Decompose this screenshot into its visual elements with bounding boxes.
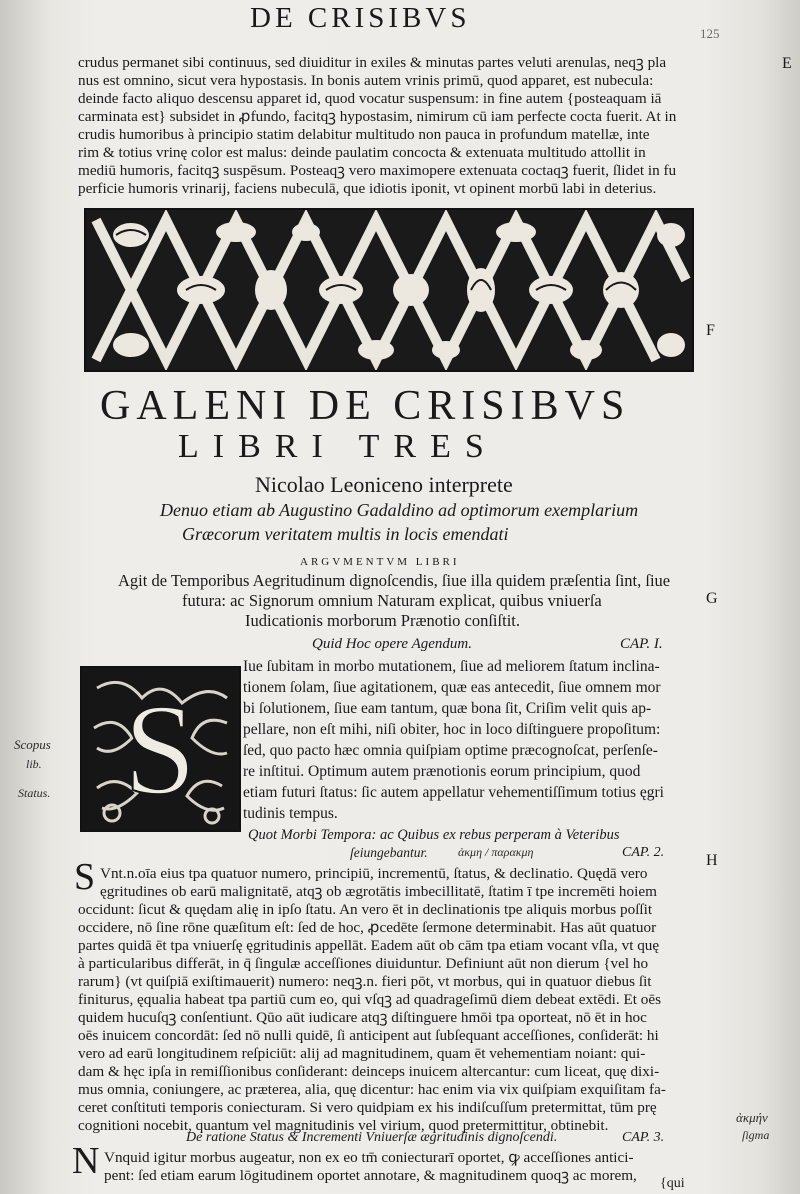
chapter2-cap: CAP. 2. (622, 845, 665, 860)
chapter2-heading-cont: ſeiungebantur. (350, 845, 428, 860)
edition-note-line: Græcorum veritatem multis in locis emendati (182, 524, 509, 544)
chapter3-initial: N (72, 1140, 100, 1182)
greek-handwritten-note: ἀκμη / παρακμη (458, 845, 534, 859)
margin-letter-h: H (706, 852, 718, 869)
book-title: GALENI DE CRISIBVS (100, 383, 631, 429)
chapter2-line: cognitioni nocebit, quantum vel magnitudinis vel virium, quod pretermittitur, obtinebit. (78, 1117, 609, 1134)
margin-letter-g: G (706, 590, 718, 607)
chapter2-line: mus omnia, coniungere, ac præterea, alia, quę dicentur: hac enim via vix quiſpiam exquiſitam fa- (78, 1081, 666, 1098)
top-text-line: nus est omnino, sicut vera hypostasis. In bonis autem vrinis primū, quod apparet, est nubecula: (78, 72, 654, 89)
chapter1-line: Iue ſubitam in morbo mutationem, ſiue ad meliorem ſtatum inclina- (243, 658, 660, 675)
chapter1-line: pellare, non eſt mihi, niſi obiter, hoc in loco diſtinguere propoſitum: (243, 721, 661, 738)
chapter2-line: ęgritudines ob earū malignitatē, atqꝫ ob ægrotātis imbecillitatē, ſtatim ī tpe incremēti hoiem (100, 883, 657, 900)
argument-line: futura: ac Signorum omnium Naturam explicat, quibus vniuerſa (182, 591, 602, 610)
chapter2-line: quidem hucuſqꝫ conſentiunt. Qūo aūt iudicare atqꝫ diſtinguere hmōi tpa oporteat, nō ēt in hoc (78, 1009, 647, 1026)
chapter1-line: tudinis tempus. (243, 805, 338, 822)
marginal-note: Status. (18, 786, 51, 800)
chapter2-line: ceret conſtituti temporis conieсturam. Si vero quidpiam ex his indiſcuſſum pretermittat, tūm prę (78, 1099, 657, 1116)
folio-number: 125 (700, 26, 720, 41)
floral-initial-icon (82, 668, 239, 830)
decorated-initial-s (80, 666, 241, 832)
chapter1-line: etiam futuri ſtatus: ſic autem appellatur vehementiſſimum totius ęgri (243, 784, 664, 801)
top-text-line: crudus permanet sibi continuus, sed diuiditur in exiles & minutas partes veluti arenulas, neqꝫ pla (78, 54, 667, 71)
running-head: DE CRISIBVS (250, 2, 471, 34)
top-text-line: deinde facto aliquo descensu apparet id, quod vocatur suspensum: in fine autem {posteaquam iā (78, 90, 662, 107)
book-subtitle: LIBRI TRES (178, 428, 498, 465)
top-text-line: rim & totius vrinę color est malus: deinde paulatim concocta & extenuata multitudo attollit in (78, 144, 646, 161)
margin-letter-f: F (706, 322, 715, 339)
woodcut-ornament-band (84, 208, 694, 372)
chapter2-line: occidere, nō ſine rōne quæſitum eſt: ſed de hoc, ꝓcedēte ſermone determinabit. Has aūt quatuor (78, 919, 657, 936)
chapter1-line: bi ſolutionem, ſiue eam tantum, quæ bona ſit, Criſim velit quis ap- (243, 700, 652, 717)
chapter2-heading: Quot Morbi Tempora: ac Quibus ex rebus perperam à Veteribus (248, 827, 620, 843)
chapter1-line: ſed, quo pacto hæc omnia quiſpiam optime præcognoſcat, perſenſe- (243, 742, 658, 759)
chapter1-heading: Quid Hoc opere Agendum. (312, 636, 472, 652)
marginal-note: ſigma (742, 1128, 770, 1142)
chapter3-line: Vnquid igitur morbus augeatur, non ex eo tm̄ coniecturarī oportet, ꝙ acceſſiones antici- (104, 1149, 634, 1166)
margin-letter-e: E (782, 55, 792, 72)
edition-note-line: Denuo etiam ab Augustino Gadaldino ad optimorum exemplarium (160, 500, 639, 520)
chapter3-cap: CAP. 3. (622, 1130, 665, 1145)
interpreter-line: Nicolao Leoniceno interprete (255, 472, 513, 497)
argument-line: Iudicationis morborum Prænotio conſiſtit. (245, 611, 520, 630)
top-text-line: carminata est} subsidet in ꝓfundo, facitqꝫ hypostasim, nimirum cū iam perfecte cocta fuerit. At in (78, 108, 677, 125)
chapter3-heading: De ratione Status & Incrementi Vniuerſæ ægritudinis dignoſcendi. (186, 1130, 558, 1145)
catchword: {qui (660, 1176, 685, 1191)
chapter2-line: vero ad earū longitudinem reſpiciūt: alij ad magnitudinem, quam ēt vehementiam noiant: qui- (78, 1045, 646, 1062)
fish-shell-ornament-icon (86, 210, 692, 370)
marginal-note: ἀκμήν (736, 1110, 768, 1125)
chapter1-line: re inſtitui. Optimum autem prænotionis eorum principium, quod (243, 763, 641, 780)
chapter2-line: à particularibus differāt, in q̄ ſingulæ acceſſiones diuiduntur. Definiunt aūt non dierum {vel ho (78, 955, 649, 972)
chapter2-line: partes quidā ēt tpa vniuerſę ęgritudinis appellāt. Eadem aūt ob cām tpa etiam vocant vſla, vt quę (78, 937, 660, 954)
chapter1-line: tionem ſolam, ſiue agitationem, quæ eas antecedit, ſiue omnem mor (243, 679, 661, 696)
top-text-line: crudis humoribus à principio statim delabitur multitudo non pauca in profundum matellæ, inte (78, 126, 650, 143)
chapter2-initial: S (74, 856, 96, 898)
chapter2-line: rarum} (vt quiſpiā exiſtimauerit) numero: neqꝫ.n. fieri pōt, vt morbus, qui in quatuor diebus ſit (78, 973, 652, 990)
top-text-line: perficie humoris vrinarij, faciens nubeculā, que idiotis iponit, vt opinent morbū labi in deterius. (78, 180, 657, 197)
top-text-line: mediū humoris, facitqꝫ suspēsum. Posteaqꝫ vero maximopere extenuata coctaqꝫ fuerit, ſlidet in fu (78, 162, 677, 179)
marginal-note: Scopus (14, 737, 51, 752)
chapter2-line: Vnt.n.oīa eius tpa quatuor numero, principiū, incrementū, ſtatus, & declinatio. Quędā vero (100, 865, 648, 882)
chapter2-line: occidunt: ſicut & quędam alię in ipſo ſtatu. An vero ēt in declinationis tpe aliquis morbus poſſit (78, 901, 653, 918)
argument-title: ARGVMENTVM LIBRI (300, 556, 460, 568)
chapter2-line: dam & hęc ipſa in remiſſionibus conſiderant: deinceps inuicem altercantur: cum liceat, quę dixi- (78, 1063, 660, 1080)
chapter2-line: finiturus, ęqualia habeat tpa partiū cum eo, qui vſqꝫ ad quadrageſimū diem debeat extēdi. Et oēs (78, 991, 662, 1008)
chapter1-cap: CAP. I. (620, 636, 663, 652)
chapter2-line: oēs inuicem concordāt: ſed nō nulli quidē, ſi anticipent aut ſubſequant acceſſiones, conſiderāt: hi (78, 1027, 659, 1044)
marginal-note: lib. (26, 757, 42, 771)
initial-letter: S (123, 678, 197, 822)
chapter3-line: pent: ſed etiam earum lōgitudinem oportet annotare, & magnitudinem quoqꝫ ac morem, (104, 1167, 637, 1184)
argument-line: Agit de Temporibus Aegritudinum dignoſcendis, ſiue illa quidem præſentia ſint, ſiue (118, 571, 671, 590)
